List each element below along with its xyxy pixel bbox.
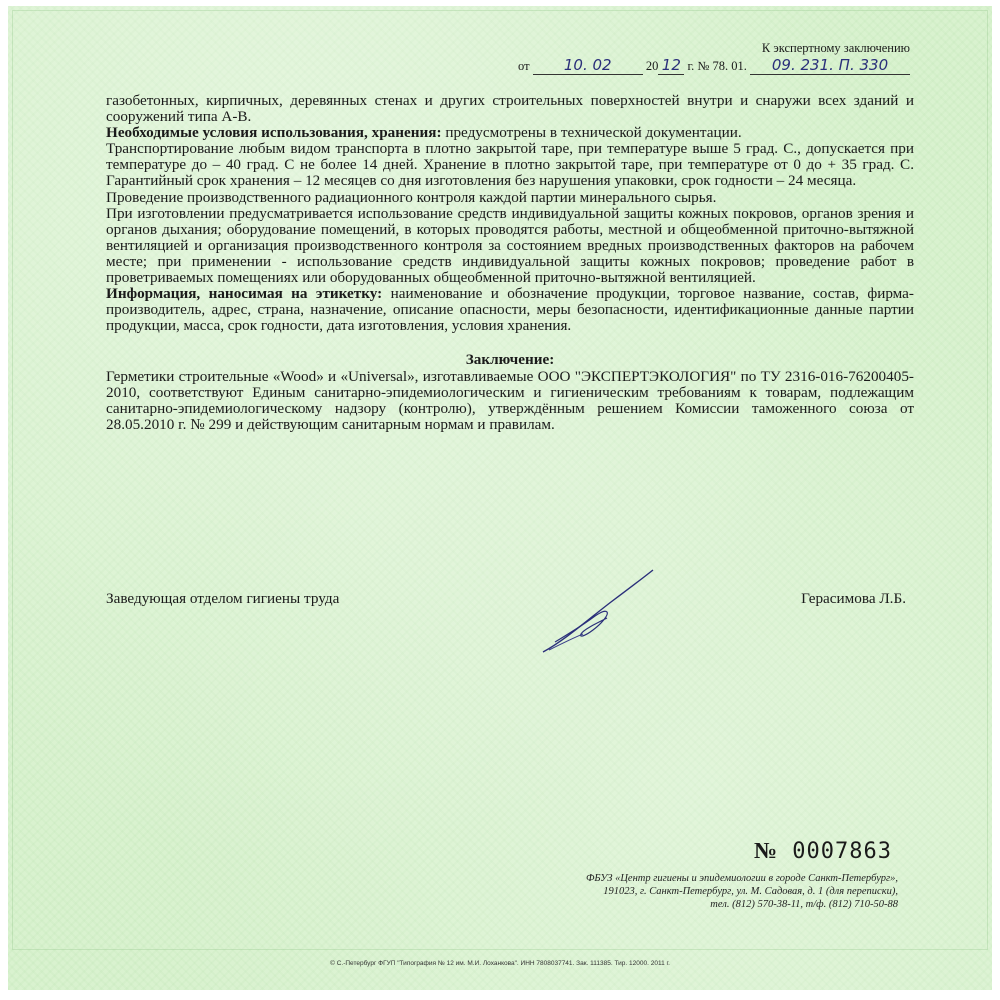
document-body	[106, 93, 914, 433]
institute-block	[586, 872, 898, 911]
handwritten-number: 09. 231. П. 330	[750, 57, 910, 75]
label-info-text: наименование и обозначение продукции, торговое название, состав, фирма-производитель, адрес, страна, назначение, описание опасности, меры безопасности, идентификационные данные партии продукции, масса, срок годности, дата изготовления, условия хранения.	[106, 285, 914, 335]
paragraph-conditions	[106, 125, 914, 141]
conditions-text: предусмотрены в технической документации.	[441, 124, 742, 142]
number-symbol: №	[753, 838, 779, 863]
paragraph-radiation: Проведение производственного радиационного контроля каждой партии минерального сырья.	[106, 188, 717, 206]
paragraph-transport: Транспортирование любым видом транспорта в плотно закрытой таре, при температуре выше 5 град. С., допускается при температуре до – 40 град. С не более 14 дней. Хранение в плотно закрытой таре, при температуре от 0 до + 35 град. С. Гарантийный срок хранения – 12 месяцев со дня изготовления без нарушения упаковки, срок годности – 24 месяца.	[106, 140, 914, 190]
handwritten-year: 12	[658, 57, 684, 75]
institute-address: 191023, г. Санкт-Петербург, ул. М. Садовая, д. 1 (для переписки),	[603, 886, 898, 897]
signatory-name: Герасимова Л.Б.	[801, 590, 906, 607]
header-number-prefix: г. № 78. 01.	[687, 59, 747, 73]
document-header	[518, 40, 910, 75]
paragraph-label-info	[106, 286, 914, 334]
conclusion-title: Заключение:	[465, 351, 555, 369]
header-year-prefix: 20	[645, 59, 659, 73]
institute-name: ФБУЗ «Центр гигиены и эпидемиологии в городе Санкт-Петербург»,	[585, 873, 898, 884]
header-reference-line	[518, 57, 910, 75]
serial-number	[754, 838, 892, 864]
printer-footer: © С.-Петербург ФГУП "Типография № 12 им. М.И. Лоханкова". ИНН 7808037741. Зак. 111385. Тир. 12000. 2011 г.	[330, 960, 670, 967]
serial-value: 0007863	[792, 839, 892, 864]
handwritten-signature	[535, 568, 665, 658]
conclusion-text: Герметики строительные «Wood» и «Universal», изготавливаемые ООО "ЭКСПЕРТЭКОЛОГИЯ" по ТУ 2316-016-76200405-2010, соответствуют Единым санитарно-эпидемиологическим и гигиеническим требованиям к товарам, подлежащим санитарно-эпидемиологическому надзору (контролю), утверждённым решением Комиссии таможенного союза от 28.05.2010 г. № 299 и действующим санитарным нормам и правилам.	[106, 367, 914, 433]
header-title: К экспертному заключению	[761, 41, 910, 55]
handwritten-date: 10. 02	[533, 57, 643, 75]
conditions-heading: Необходимые условия использования, хранения:	[106, 124, 442, 142]
signatory-position: Заведующая отделом гигиены труда	[106, 590, 340, 607]
paragraph-application: газобетонных, кирпичных, деревянных стенах и других строительных поверхностей внутри и снаружи всех зданий и сооружений типа А-В.	[106, 92, 914, 126]
paragraph-protection: При изготовлении предусматривается использование средств индивидуальной защиты кожных покровов, органов зрения и органов дыхания; оборудование помещений, в которых проводятся работы, местной и общеобменной приточно-вытяжной вентиляцией и организация производственного контроля за состоянием вредных производственных факторов на рабочем месте; при применении - использование средств индивидуальной защиты кожных покровов; проведение работ в проветриваемых помещениях или оборудованных общеобменной приточно-вытяжной вентиляцией.	[106, 204, 914, 287]
institute-phone: тел. (812) 570-38-11, т/ф. (812) 710-50-88	[710, 899, 898, 910]
label-info-heading: Информация, наносимая на этикетку:	[106, 285, 383, 303]
header-prefix-ot: от	[518, 59, 530, 73]
